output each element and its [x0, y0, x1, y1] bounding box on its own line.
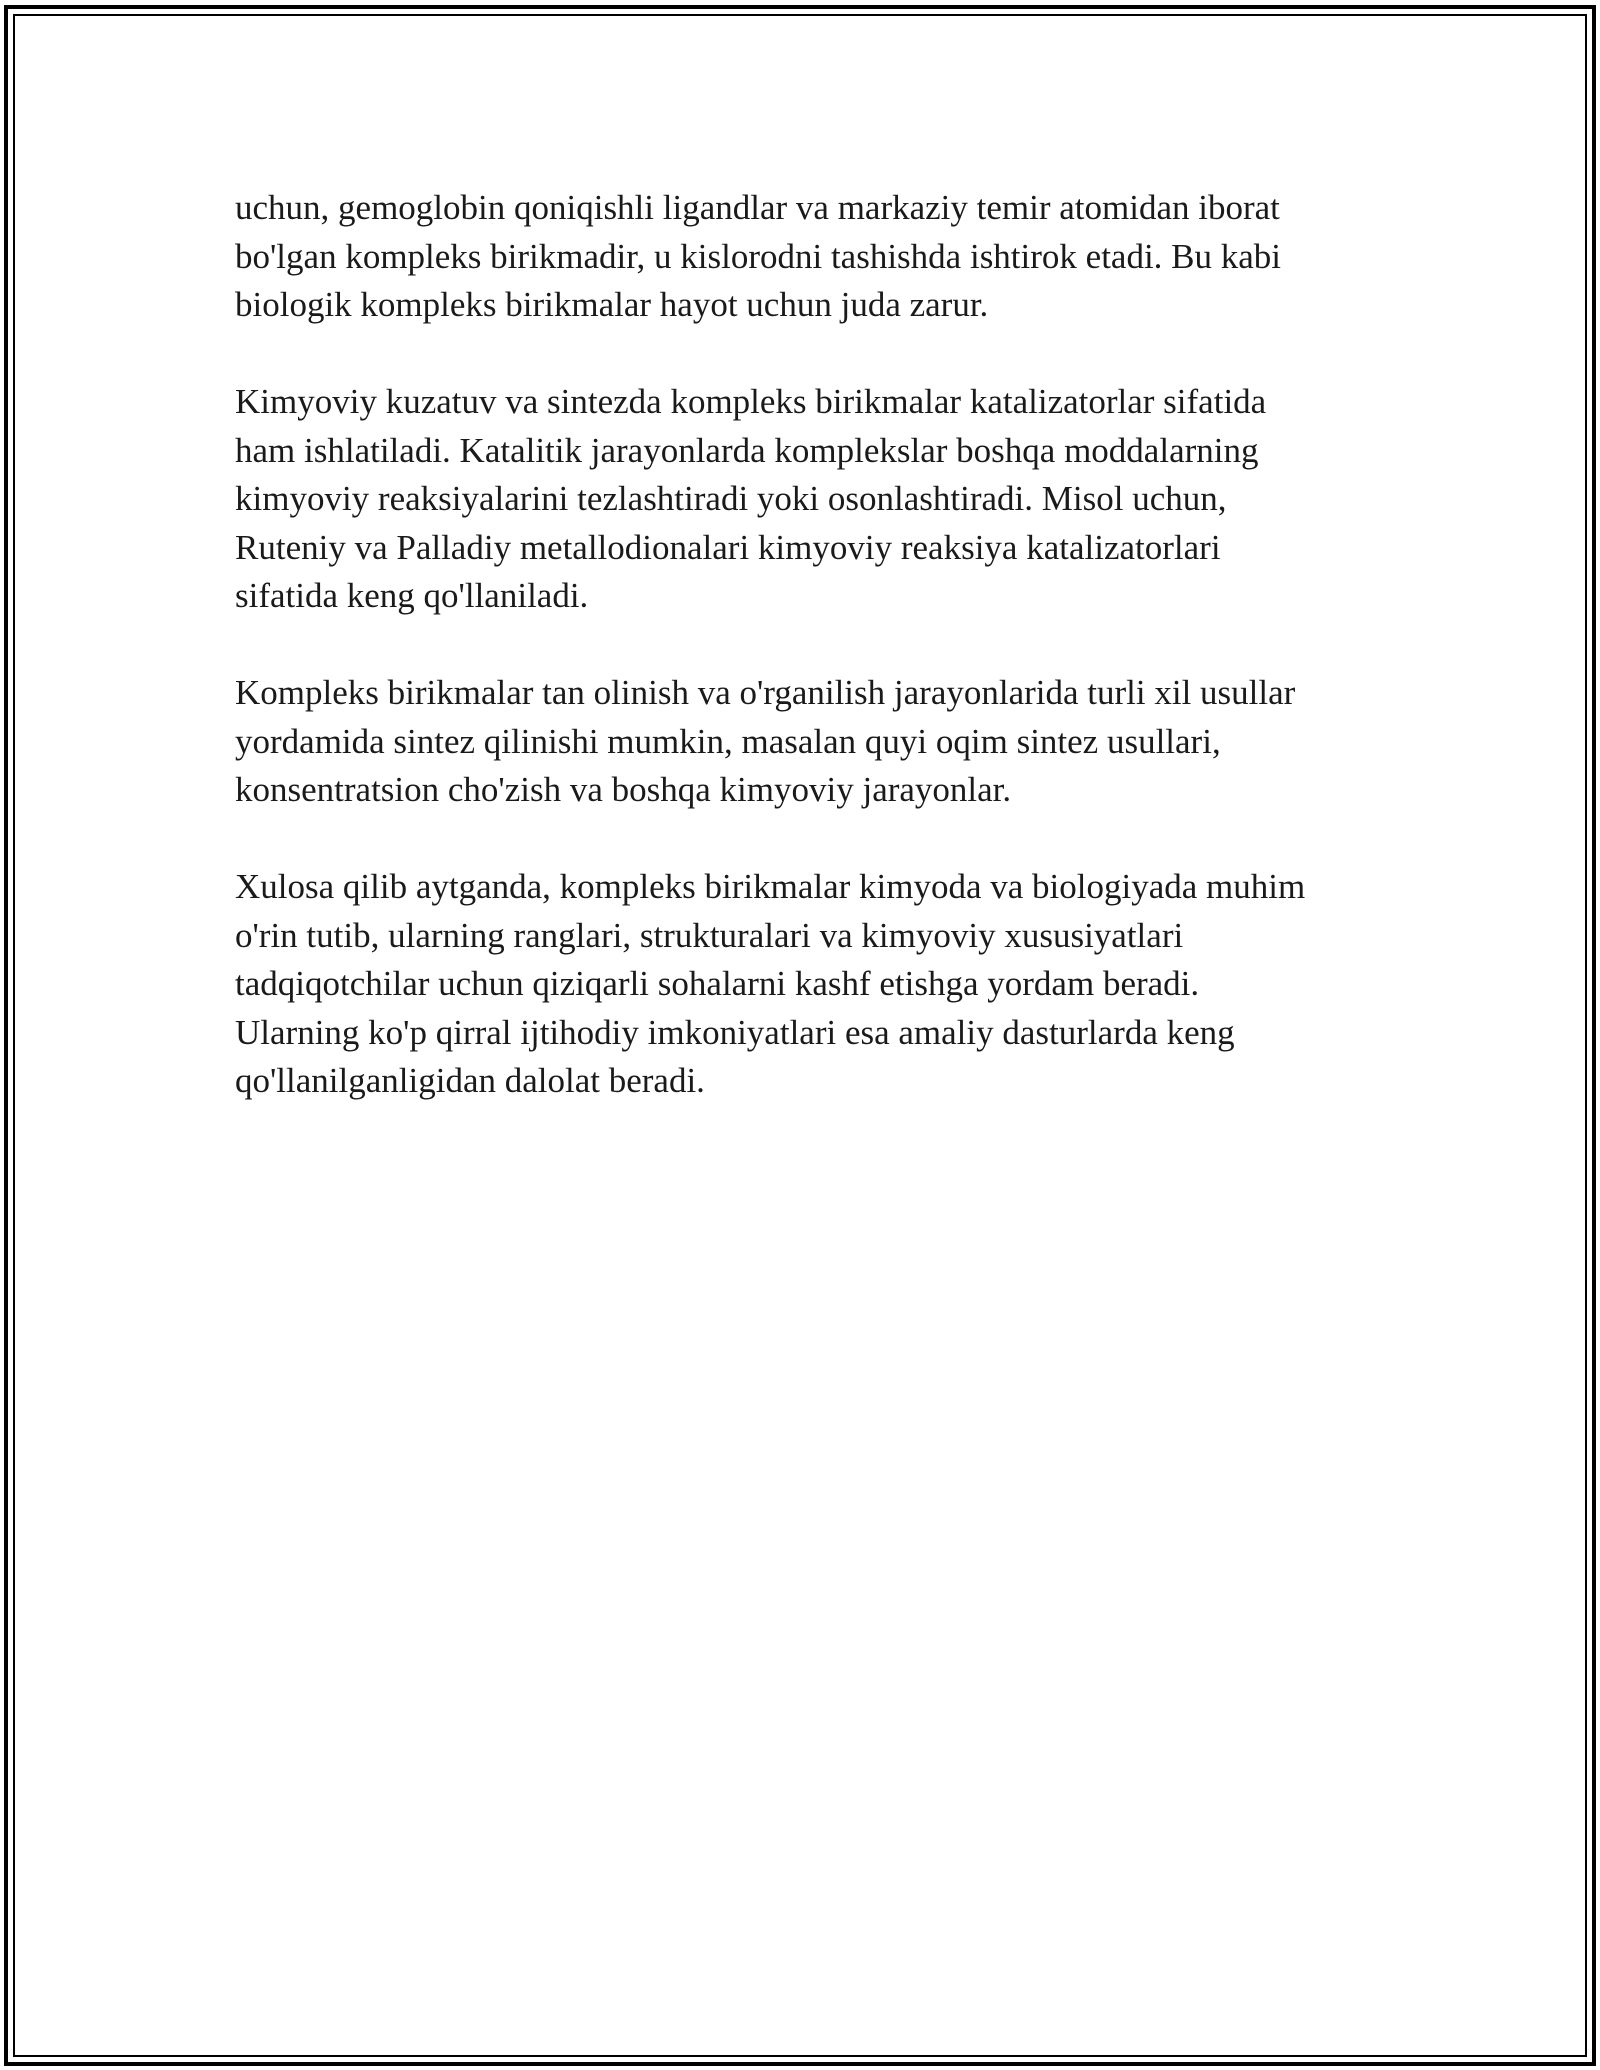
paragraph-1: uchun, gemoglobin qoniqishli ligandlar va markaziy temir atomidan iborat bo'lgan kompleks birikmadir, u kislorodni tashishda ishtirok etadi. Bu kabi biologik kompleks birikmalar hayot uchun juda zarur.: [235, 188, 1282, 324]
document-body: [235, 184, 1405, 1154]
paragraph-4: Xulosa qilib aytganda, kompleks birikmalar kimyoda va biologiyada muhim o'rin tutib, ularning ranglari, strukturalari va kimyoviy xususiyatlari tadqiqotchilar uchun qiziqarli sohalarni kashf etishga yordam beradi. Ularning ko'p qirral ijtihodiy imkoniyatlari esa amaliy dasturlarda keng qo'llanilganligidan dalolat beradi.: [235, 867, 1306, 1100]
paragraph-3: Kompleks birikmalar tan olinish va o'rganilish jarayonlarida turli xil usullar yordamida sintez qilinishi mumkin, masalan quyi oqim sintez usullari, konsentratsion cho'zish va boshqa kimyoviy jarayonlar.: [235, 673, 1296, 809]
paragraph-2: Kimyoviy kuzatuv va sintezda kompleks birikmalar katalizatorlar sifatida ham ishlatiladi. Katalitik jarayonlarda komplekslar boshqa moddalarning kimyoviy reaksiyalarini tezlashtiradi yoki osonlashtiradi. Misol uchun, Ruteniy va Palladiy metallodionalari kimyoviy reaksiya katalizatorlari sifatida keng qo'llaniladi.: [235, 382, 1267, 615]
